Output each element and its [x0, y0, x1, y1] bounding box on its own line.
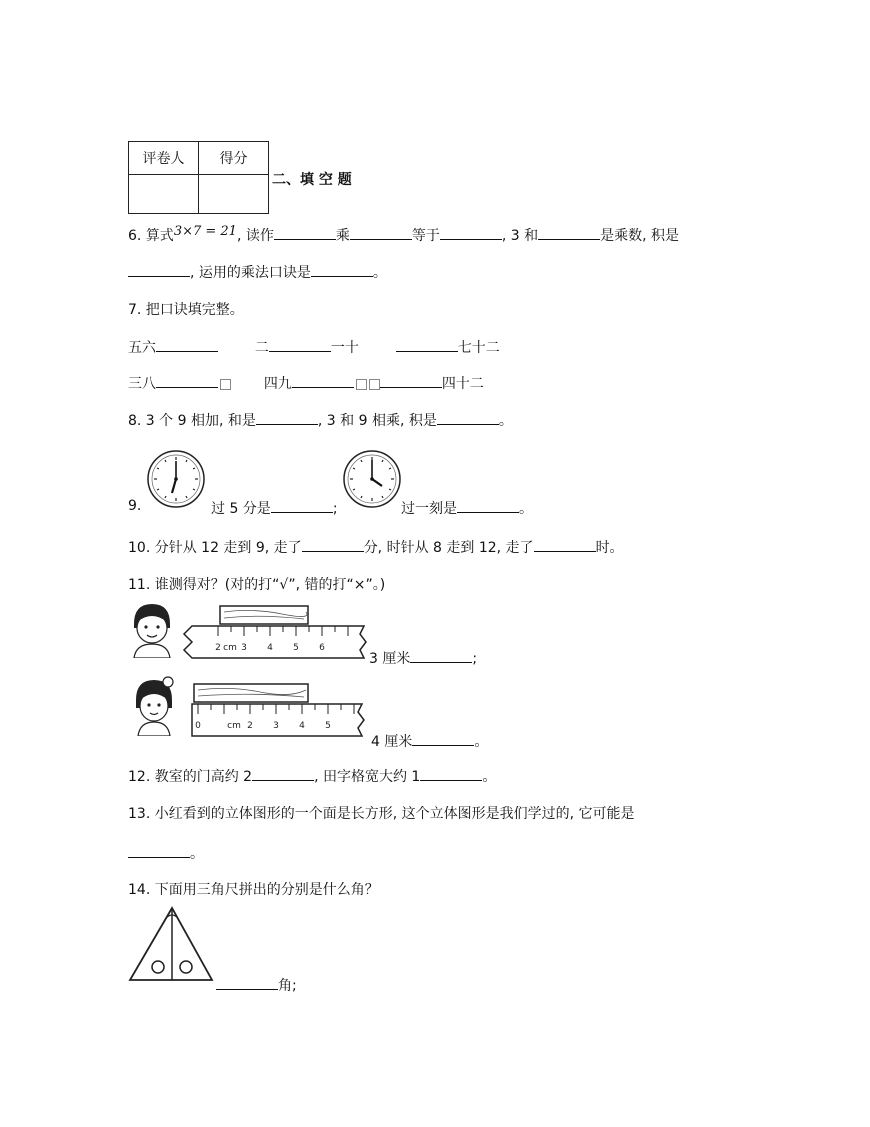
- q12-text1: 12. 教室的门高约 2: [128, 769, 253, 785]
- grader-label: 评卷人: [129, 142, 199, 175]
- question-10: [128, 537, 624, 557]
- q7-r1d: 七十二: [457, 340, 500, 356]
- ruler-2: [190, 680, 370, 740]
- q8-blank-1[interactable]: [256, 410, 318, 425]
- q7-row-1: [128, 337, 500, 357]
- q11-ans2-label: 4 厘米: [371, 734, 413, 750]
- q6-text6: 是乘数, 积是: [600, 228, 680, 244]
- q7-blank-3[interactable]: [396, 337, 458, 352]
- ruler1-tick-4: 4: [267, 643, 273, 653]
- q6-blank-6[interactable]: [311, 262, 373, 277]
- q7-blank-2[interactable]: [269, 337, 331, 352]
- q8-text1: 8. 3 个 9 相加, 和是: [128, 413, 256, 429]
- q11-title: 11. 谁测得对？(对的打“√”, 错的打“×”。): [128, 577, 386, 593]
- q7-blank-6[interactable]: [380, 373, 442, 388]
- question-9-part2: [401, 498, 533, 518]
- q6-formula: 3×7 = 21: [173, 224, 237, 239]
- question-14-answer: [216, 975, 297, 995]
- q8-text2: , 3 和 9 相乘, 积是: [317, 413, 437, 429]
- q8-text3: 。: [498, 413, 513, 429]
- question-13-line2: [128, 843, 204, 863]
- ruler2-tick-5: 5: [325, 721, 331, 731]
- q8-blank-2[interactable]: [437, 410, 499, 425]
- clock-2-icon: [341, 448, 403, 510]
- q14-blank-1[interactable]: [216, 975, 278, 990]
- q10-blank-2[interactable]: [534, 537, 596, 552]
- ruler2-tick-4: 4: [299, 721, 305, 731]
- q12-text2: , 田字格宽大约 1: [314, 769, 421, 785]
- q7-r1a: 五六: [128, 340, 156, 356]
- q6-text1: 算式: [145, 228, 174, 244]
- ruler2-unit: cm: [227, 721, 241, 731]
- q13-text1: 13. 小红看到的立体图形的一个面是长方形, 这个立体图形是我们学过的, 它可能是: [128, 806, 635, 822]
- score-cell[interactable]: [199, 175, 269, 214]
- ruler1-tick-2: 2: [215, 643, 221, 653]
- q7-blank-5[interactable]: [292, 373, 354, 388]
- q14-title: 14. 下面用三角尺拼出的分别是什么角？: [128, 882, 379, 898]
- score-label: 得分: [199, 142, 269, 175]
- question-12: [128, 766, 496, 786]
- ruler1-tick-5: 5: [293, 643, 299, 653]
- q6-text2: , 读作: [236, 228, 274, 244]
- q9-text2: ;: [332, 501, 338, 517]
- ruler1-unit: cm: [223, 643, 237, 653]
- ruler1-tick-6: 6: [319, 643, 325, 653]
- q7-blank-4[interactable]: [156, 373, 218, 388]
- q9-number: 9.: [128, 498, 142, 514]
- section-title: 二、填 空 题: [272, 172, 352, 188]
- q7-title: 7. 把口诀填完整。: [128, 302, 244, 318]
- ruler1-tick-3: 3: [241, 643, 247, 653]
- triangle-rulers-icon: [126, 904, 216, 984]
- ruler2-tick-2: 2: [247, 721, 253, 731]
- q10-text2: 分, 时针从 8 走到 12, 走了: [363, 540, 534, 556]
- q9-text3: 过一刻是: [401, 501, 457, 517]
- q11-blank-2[interactable]: [412, 731, 474, 746]
- question-8: [128, 410, 513, 430]
- boy-face-icon: [128, 600, 176, 658]
- q11-ans1-label: 3 厘米: [369, 651, 411, 667]
- q6-text5: , 3 和: [501, 228, 539, 244]
- ruler2-tick-0: 0: [195, 721, 201, 731]
- q7-r1c: 一十: [330, 340, 359, 356]
- q6-blank-3[interactable]: [440, 225, 502, 240]
- q7-r2c: 四十二: [441, 376, 484, 392]
- q12-blank-1[interactable]: [252, 766, 314, 781]
- missing-glyph-box: [220, 379, 231, 390]
- question-6-line2: [128, 262, 387, 282]
- clock-1-icon: [145, 448, 207, 510]
- q6-text4: 等于: [411, 228, 440, 244]
- q12-blank-2[interactable]: [420, 766, 482, 781]
- q11-answer-1: [369, 648, 477, 668]
- q13-blank-1[interactable]: [128, 843, 190, 858]
- q13-text2: 。: [190, 846, 204, 862]
- ruler-1: [182, 604, 368, 662]
- q14-ans: 角;: [278, 978, 297, 994]
- q11-ans1-end: ;: [472, 651, 478, 667]
- q7-row-2: [128, 373, 484, 393]
- q9-text1: 过 5 分是: [211, 501, 271, 517]
- q6-blank-4[interactable]: [538, 225, 600, 240]
- q9-blank-1[interactable]: [271, 498, 333, 513]
- question-9-part1: [211, 498, 338, 518]
- q10-text1: 10. 分针从 12 走到 9, 走了: [128, 540, 302, 556]
- q9-text4: 。: [519, 501, 533, 517]
- ruler2-tick-3: 3: [273, 721, 279, 731]
- q11-blank-1[interactable]: [410, 648, 472, 663]
- q10-text3: 时。: [595, 540, 624, 556]
- q7-r2b: 四九: [263, 376, 292, 392]
- q11-ans2-end: 。: [474, 734, 489, 750]
- q10-blank-1[interactable]: [302, 537, 364, 552]
- q12-text3: 。: [482, 769, 497, 785]
- q7-r1b: 二: [254, 340, 269, 356]
- q6-blank-1[interactable]: [274, 225, 336, 240]
- q6-blank-2[interactable]: [350, 225, 412, 240]
- q7-r2a: 三八: [128, 376, 156, 392]
- missing-glyph-box: [369, 379, 380, 390]
- missing-glyph-box: [356, 379, 367, 390]
- q11-answer-2: [371, 731, 488, 751]
- grader-score-table: [128, 141, 269, 214]
- q6-blank-5[interactable]: [128, 262, 190, 277]
- q6-text8: 。: [372, 265, 387, 281]
- q9-blank-2[interactable]: [457, 498, 519, 513]
- q6-number: 6.: [128, 228, 142, 244]
- grader-cell[interactable]: [129, 175, 199, 214]
- q6-text3: 乘: [335, 228, 350, 244]
- q6-text7: , 运用的乘法口诀是: [190, 265, 311, 281]
- q7-blank-1[interactable]: [156, 337, 218, 352]
- question-6-line1: [128, 225, 679, 245]
- girl-face-icon: [128, 674, 180, 736]
